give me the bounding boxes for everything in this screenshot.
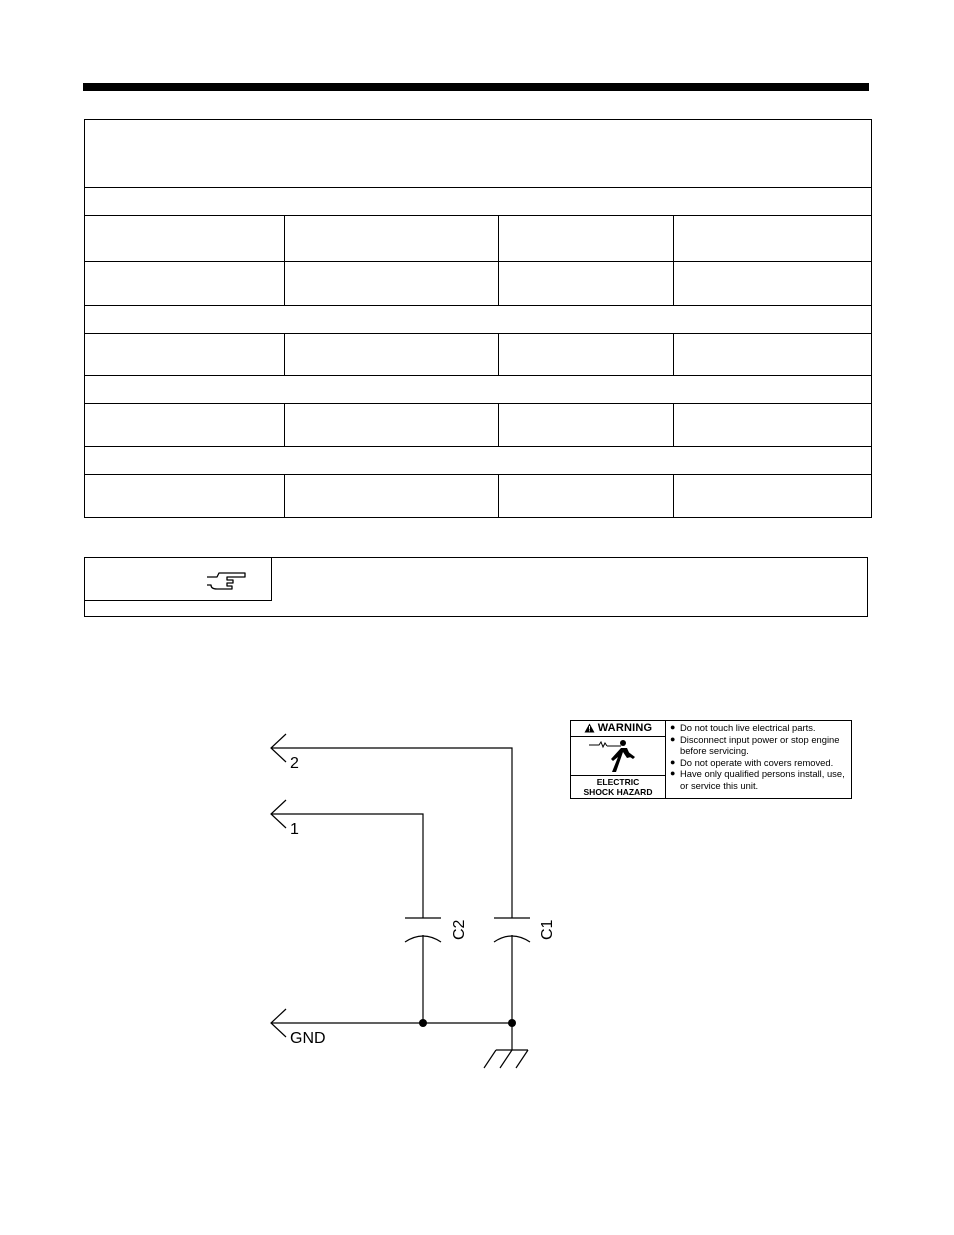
table-cell <box>285 262 499 306</box>
table-cell <box>499 262 674 306</box>
table-section-row <box>85 306 872 334</box>
table-cell <box>499 216 674 262</box>
table-cell <box>674 334 872 376</box>
list-item: ● Do not touch live electrical parts. <box>670 722 816 733</box>
table-cell <box>85 475 285 518</box>
warning-heading-text: WARNING <box>597 722 653 735</box>
top-rule <box>83 83 869 91</box>
list-item: ● Have only qualified persons install, use, or service this unit. <box>670 768 845 791</box>
table-cell <box>674 262 872 306</box>
list-item: ● Do not operate with covers removed. <box>670 756 834 768</box>
warning-heading <box>571 721 665 737</box>
table-title-row <box>85 120 872 188</box>
list-item: ● Disconnect input power or stop engine before servicing. <box>670 733 840 757</box>
electric-shock-person-icon <box>583 737 653 775</box>
pointing-hand-icon <box>205 571 247 593</box>
warning-label <box>570 720 852 799</box>
table-cell <box>674 475 872 518</box>
warning-label-left <box>571 721 666 798</box>
note-box <box>84 557 868 617</box>
hazard-caption-line2: SHOCK HAZARD <box>583 786 653 797</box>
table-cell <box>85 216 285 262</box>
table-section-row <box>85 188 872 216</box>
capacitor-c1-label: C1 <box>539 919 556 940</box>
table-cell <box>285 334 499 376</box>
terminal-1-label: 1 <box>290 821 299 838</box>
table-cell <box>499 404 674 447</box>
terminal-2-label: 2 <box>290 755 299 772</box>
table-cell <box>499 334 674 376</box>
table-cell <box>674 404 872 447</box>
hazard-caption-line1: ELECTRIC <box>596 776 640 787</box>
table-cell <box>285 216 499 262</box>
warning-bullets <box>666 721 851 798</box>
table-cell <box>85 262 285 306</box>
capacitor-schematic <box>260 720 580 1080</box>
table-cell <box>285 475 499 518</box>
hazard-caption <box>571 775 665 798</box>
warning-triangle-icon <box>584 723 595 733</box>
table-cell <box>85 404 285 447</box>
table-section-row <box>85 447 872 475</box>
table-cell <box>85 334 285 376</box>
specification-table <box>84 119 872 518</box>
terminal-gnd-label: GND <box>290 1030 326 1047</box>
table-cell <box>674 216 872 262</box>
table-section-row <box>85 376 872 404</box>
wire-terminal-2 <box>271 748 512 918</box>
junction-dot <box>508 1019 516 1027</box>
warning-pictogram <box>571 737 665 775</box>
junction-dot <box>419 1019 427 1027</box>
table-cell <box>285 404 499 447</box>
capacitor-c2-label: C2 <box>451 919 468 940</box>
table-cell <box>499 475 674 518</box>
